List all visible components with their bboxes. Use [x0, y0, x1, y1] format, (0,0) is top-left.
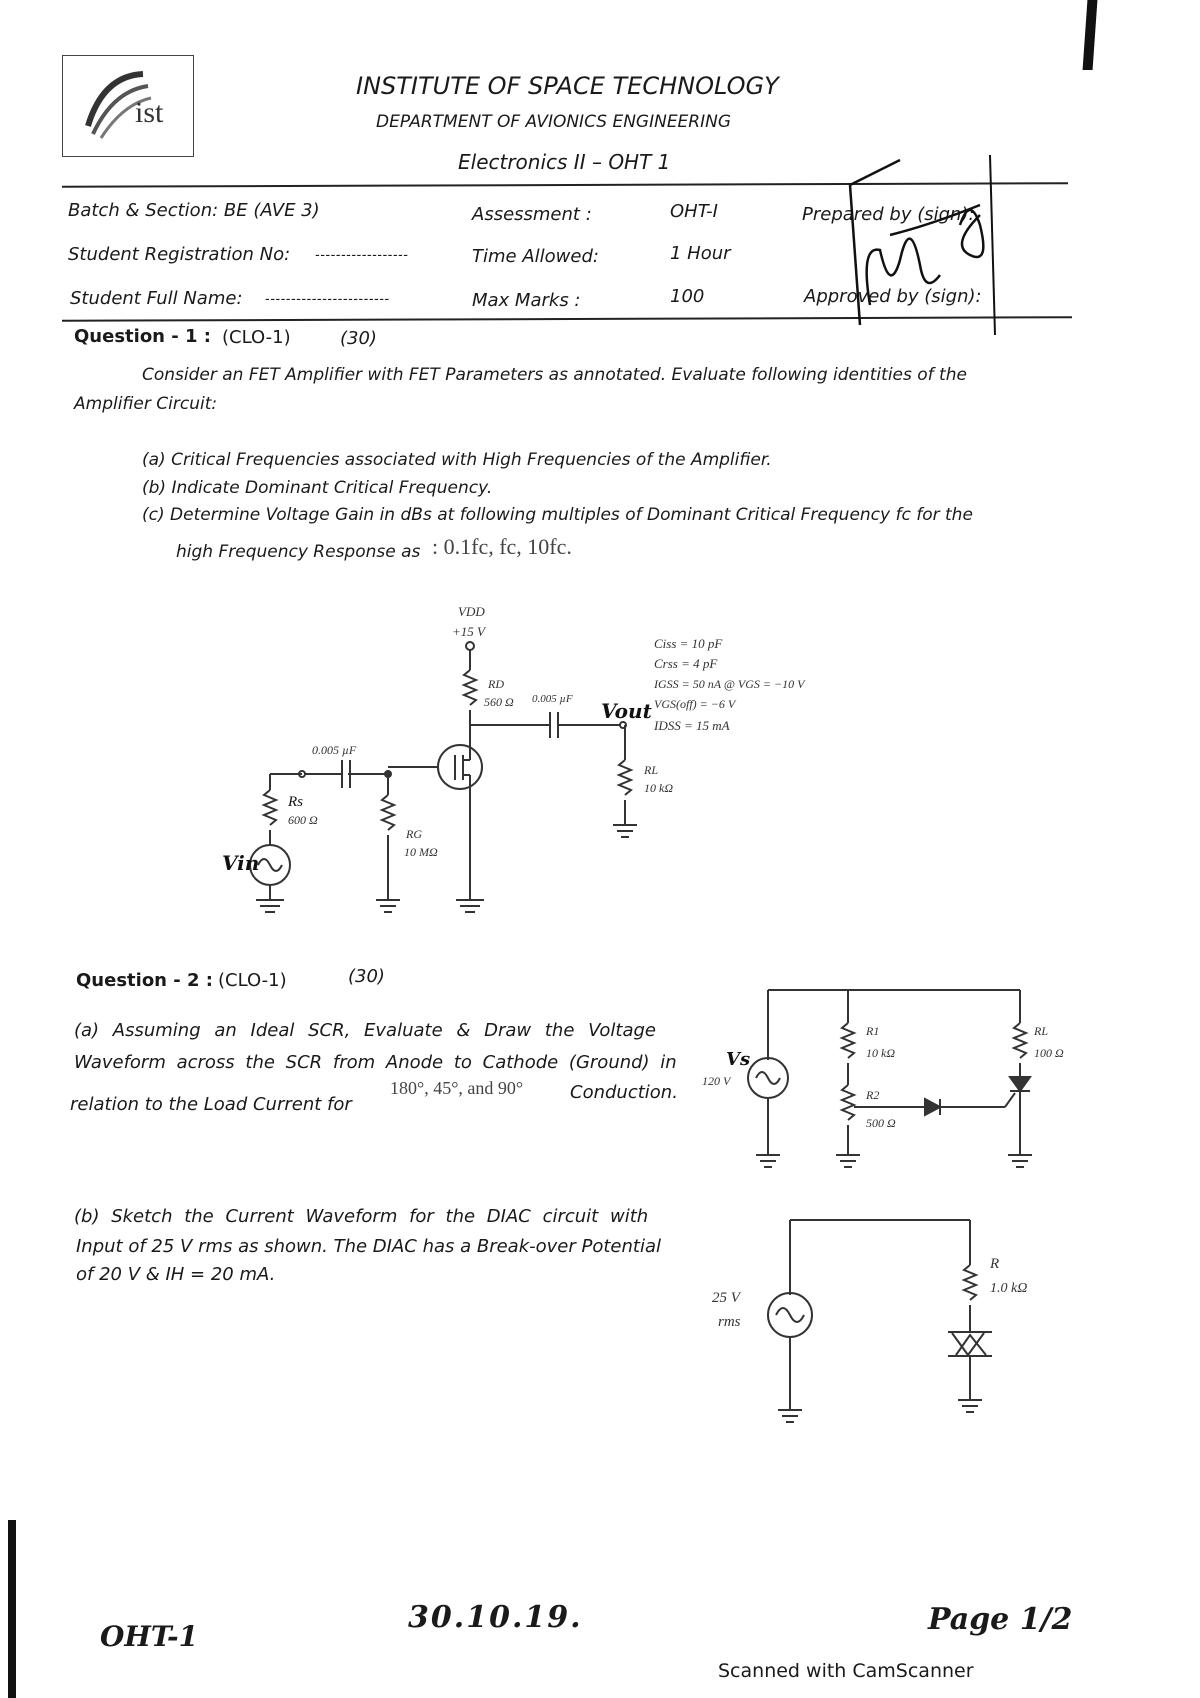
footer-date: 30.10.19. [408, 1600, 583, 1635]
q1-part-c: (c) Determine Voltage Gain in dBs at following multiples of Dominant Critical Frequency fc for the [142, 505, 973, 525]
footer-left-note: OHT-1 [100, 1620, 199, 1653]
q2b-line2: Input of 25 V rms as shown. The DIAC has a Break-over Potential [76, 1236, 661, 1257]
fet-param-1: Ciss = 10 pF [654, 636, 723, 651]
assessment-value: OHT-I [670, 201, 718, 222]
q1-part-c-math: : 0.1fc, fc, 10fc. [432, 534, 572, 559]
r2-label: R2 [866, 1088, 880, 1102]
vin-label: Vin [222, 851, 260, 875]
cout-value: 0.005 µF [532, 693, 573, 705]
q2b-line1: (b) Sketch the Current Waveform for the DIAC circuit with [74, 1206, 649, 1227]
department-title: DEPARTMENT OF AVIONICS ENGINEERING [376, 112, 732, 132]
fet-param-5: IDSS = 15 mA [654, 718, 730, 733]
diac-r-value: 1.0 kΩ [990, 1281, 1028, 1296]
q1-intro-line1: Consider an FET Amplifier with FET Parameters as annotated. Evaluate following identities of the [142, 365, 967, 385]
fet-param-2: Crss = 4 pF [654, 656, 718, 671]
q1-part-a: (a) Critical Frequencies associated with High Frequencies of the Amplifier. [142, 450, 772, 470]
name-blank: ------------------------ [265, 292, 390, 307]
approved-by-label: Approved by (sign): [804, 286, 982, 307]
rg-label: RG [406, 827, 422, 841]
assessment-label: Assessment : [472, 204, 592, 225]
rl-value: 10 kΩ [644, 781, 674, 795]
reg-blank: ------------------ [315, 248, 409, 263]
q1-part-c2: high Frequency Response as [176, 542, 421, 562]
prepared-by-label: Prepared by (sign): [802, 204, 975, 225]
diac-src-value: 25 V [712, 1290, 740, 1306]
r1-value: 10 kΩ [866, 1046, 896, 1060]
q1-intro-line2: Amplifier Circuit: [74, 394, 218, 414]
name-label: Student Full Name: [70, 288, 243, 309]
rg-value: 10 MΩ [404, 845, 438, 859]
diac-src-unit: rms [718, 1314, 741, 1330]
course-title: Electronics II – OHT 1 [458, 150, 671, 174]
q1-clo: (CLO-1) [222, 327, 291, 348]
left-edge-mark [8, 1520, 16, 1698]
r1-label: R1 [866, 1024, 880, 1038]
q2a-conduction: Conduction. [570, 1082, 678, 1103]
reg-label: Student Registration No: [68, 244, 291, 265]
vdd-value: +15 V [452, 624, 485, 639]
logo-swoosh-icon [63, 56, 193, 156]
vs-label: Vs [726, 1049, 751, 1070]
fet-amplifier-circuit [220, 600, 920, 940]
q2-heading: Question - 2 : [76, 970, 213, 991]
logo [62, 55, 194, 157]
q2-clo: (CLO-1) [218, 970, 287, 991]
rd-value: 560 Ω [484, 695, 514, 709]
vdd-label: VDD [458, 604, 485, 619]
rl-label: RL [644, 763, 659, 777]
r2-value: 500 Ω [866, 1116, 896, 1130]
q2a-line3: relation to the Load Current for [70, 1094, 352, 1115]
footer-page: Page 1/2 [928, 1602, 1073, 1637]
time-value: 1 Hour [670, 243, 731, 264]
q2b-line3: of 20 V & IH = 20 mA. [76, 1264, 276, 1285]
scanner-watermark: Scanned with CamScanner [718, 1660, 974, 1682]
marks-value: 100 [670, 286, 705, 307]
q2a-line2: Waveform across the SCR from Anode to Cathode (Ground) in [74, 1052, 677, 1073]
rl2-value: 100 Ω [1034, 1046, 1064, 1060]
scr-circuit [700, 985, 1064, 1185]
institute-title: INSTITUTE OF SPACE TECHNOLOGY [356, 72, 779, 100]
fet-param-3: IGSS = 50 nA @ VGS = −10 V [654, 677, 805, 691]
cin-value: 0.005 µF [312, 743, 357, 757]
q1-marks: (30) [340, 328, 377, 349]
q1-part-b: (b) Indicate Dominant Critical Frequency. [142, 478, 493, 498]
signature [830, 155, 1030, 325]
marks-label: Max Marks : [472, 290, 581, 311]
q1-heading: Question - 1 : [74, 326, 211, 347]
rd-label: RD [488, 677, 504, 691]
q2a-line1: (a) Assuming an Ideal SCR, Evaluate & Draw the Voltage [74, 1020, 656, 1041]
rs-value: 600 Ω [288, 813, 318, 827]
vs-value: 120 V [702, 1074, 731, 1088]
diac-r-label: R [990, 1256, 1000, 1272]
fet-param-4: VGS(off) = −6 V [654, 697, 736, 711]
q2a-angles: 180°, 45°, and 90° [390, 1078, 524, 1098]
diac-circuit [700, 1210, 1028, 1460]
logo-text: ist [135, 96, 164, 129]
corner-mark [1083, 0, 1098, 70]
batch-section: Batch & Section: BE (AVE 3) [68, 200, 320, 221]
rl2-label: RL [1034, 1024, 1049, 1038]
time-label: Time Allowed: [472, 246, 599, 267]
q2-marks: (30) [348, 966, 385, 987]
rs-label: Rs [288, 794, 303, 810]
vout-label: Vout [601, 699, 652, 723]
